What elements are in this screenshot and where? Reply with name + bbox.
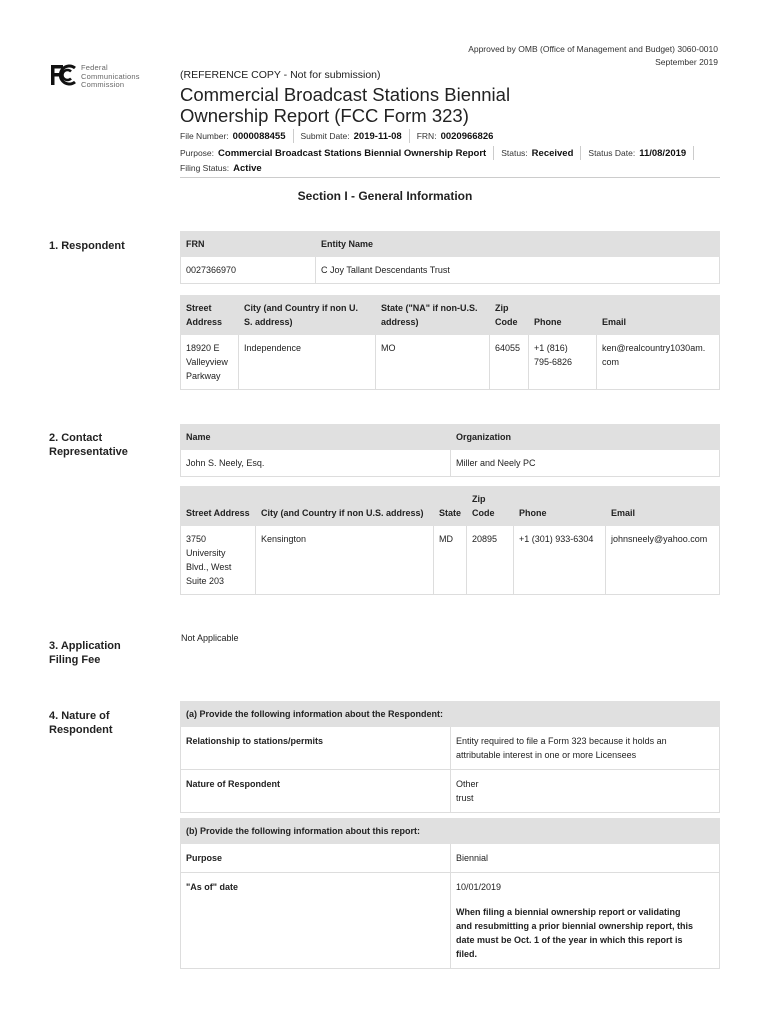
- respondent-table: [180, 231, 720, 284]
- label-line: 4. Nature of: [49, 710, 110, 722]
- agency-name: [81, 64, 140, 90]
- table-row: [181, 873, 720, 969]
- name-header: Name: [181, 425, 451, 450]
- respondent-frn: 0027366970: [181, 257, 316, 284]
- label-line: 3. Application: [49, 640, 121, 652]
- respondent-phone: [529, 335, 597, 390]
- value-line: trust: [456, 793, 474, 803]
- zip-header: [490, 296, 529, 335]
- email-line: ken@realcountry1030am.: [602, 343, 706, 353]
- header-line: S. address): [244, 317, 293, 327]
- title-line: Ownership Report (FCC Form 323): [180, 105, 469, 126]
- as-of-date-value: 10/01/2019: [456, 882, 502, 892]
- phone-line: 795-6826: [534, 357, 573, 367]
- contact-address-table: [180, 486, 720, 595]
- status-badge: Received: [531, 148, 574, 159]
- note-line: filed.: [456, 949, 478, 959]
- contact-zip: 20895: [467, 526, 514, 595]
- filing-fee-label: [49, 639, 121, 667]
- contact-label: [49, 431, 128, 459]
- as-of-date-label: "As of" date: [181, 873, 451, 969]
- respondent-email: [597, 335, 720, 390]
- street-line: 3750: [186, 534, 207, 544]
- contact-email: johnsneely@yahoo.com: [606, 526, 720, 595]
- header-line: address): [381, 317, 419, 327]
- contact-phone: +1 (301) 933-6304: [514, 526, 606, 595]
- file-number-label: File Number:: [180, 131, 229, 141]
- status-label: Status:: [501, 148, 528, 158]
- header-divider: [180, 177, 720, 178]
- street-line: University: [186, 548, 226, 558]
- agency-line: Communications: [81, 71, 140, 81]
- purpose: [180, 146, 494, 160]
- submit-date: [301, 129, 410, 143]
- header-line: Street: [186, 303, 212, 313]
- fcc-logo: [49, 63, 140, 90]
- respondent-label: 1. Respondent: [49, 240, 125, 252]
- status-date-value: 11/08/2019: [639, 148, 687, 159]
- value-line: Entity required to file a Form 323 because it holds an: [456, 736, 667, 746]
- filing-status-label: Filing Status:: [180, 163, 230, 173]
- page-title: [180, 84, 600, 126]
- purpose-label: Purpose: [181, 844, 451, 873]
- table-header-row: [181, 819, 720, 844]
- entity-name-header: Entity Name: [316, 232, 720, 257]
- frn-header: FRN: [181, 232, 316, 257]
- organization-header: Organization: [451, 425, 720, 450]
- reference-copy-notice: (REFERENCE COPY - Not for submission): [180, 69, 381, 81]
- header-line: Zip: [472, 494, 486, 504]
- street-address-header: Street Address: [181, 487, 256, 526]
- frn-label: FRN:: [416, 131, 437, 141]
- note-line: When filing a biennial ownership report or validating: [456, 907, 681, 917]
- contact-organization: Miller and Neely PC: [451, 450, 720, 477]
- label-line: Filing Fee: [49, 654, 101, 666]
- label-line: Representative: [49, 446, 128, 458]
- city-header: [239, 296, 376, 335]
- city-header: City (and Country if non U.S. address): [256, 487, 434, 526]
- header-line: Zip: [495, 303, 509, 313]
- as-of-date-cell: [451, 873, 720, 969]
- filing-meta-row: [180, 161, 276, 175]
- label-line: Respondent: [49, 724, 113, 736]
- respondent-city: Independence: [239, 335, 376, 390]
- table-row: [181, 770, 720, 813]
- submit-date-value: 2019-11-08: [353, 131, 402, 142]
- respondent-zip: 64055: [490, 335, 529, 390]
- table-row: [181, 257, 720, 284]
- omb-approval-line: Approved by OMB (Office of Management and Budget) 3060-0010: [468, 44, 718, 54]
- table-row: [181, 526, 720, 595]
- contact-city: Kensington: [256, 526, 434, 595]
- frn: [417, 129, 501, 143]
- submit-date-label: Submit Date:: [300, 131, 350, 141]
- nature-of-respondent-label: Nature of Respondent: [181, 770, 451, 813]
- label-line: 2. Contact: [49, 432, 103, 444]
- title-line: Commercial Broadcast Stations Biennial: [180, 84, 511, 105]
- table-header-row: [181, 232, 720, 257]
- filing-status-value: Active: [233, 163, 262, 174]
- street-line: Blvd., West: [186, 562, 232, 572]
- phone-header: Phone: [514, 487, 606, 526]
- street-header: [181, 296, 239, 335]
- header-line: State ("NA" if non-U.S.: [381, 303, 478, 313]
- status: [501, 146, 581, 160]
- section-title: Section I - General Information: [297, 189, 473, 203]
- header-line: Code: [472, 508, 495, 518]
- nature-of-respondent-value: [451, 770, 720, 813]
- email-header: Email: [597, 296, 720, 335]
- street-line: Suite 203: [186, 576, 225, 586]
- email-header: Email: [606, 487, 720, 526]
- file-number-value: 0000088455: [232, 131, 286, 142]
- filing-fee-value: Not Applicable: [181, 633, 239, 643]
- note-line: and resubmitting a prior biennial ownership report, this: [456, 921, 694, 931]
- nature-label: [49, 709, 113, 737]
- relationship-value: [451, 727, 720, 770]
- purpose-label: Purpose:: [180, 148, 215, 158]
- omb-approval: [468, 43, 718, 69]
- filing-meta-row: [180, 146, 701, 160]
- note-line: date must be Oct. 1 of the year in which this report is: [456, 935, 683, 945]
- respondent-state: MO: [376, 335, 490, 390]
- table-row: [181, 844, 720, 873]
- street-line: Valleyview: [186, 357, 228, 367]
- value-line: attributable interest in one or more Licensees: [456, 750, 637, 760]
- header-line: City (and Country if non U.: [244, 303, 358, 313]
- phone-header: Phone: [529, 296, 597, 335]
- zip-header: [467, 487, 514, 526]
- contact-table: [180, 424, 720, 477]
- purpose-value: Commercial Broadcast Stations Biennial Ownership Report: [218, 148, 487, 159]
- frn-value: 0020966826: [440, 131, 494, 142]
- street-line: Parkway: [186, 371, 221, 381]
- street-line: 18920 E: [186, 343, 220, 353]
- nature-a-header: (a) Provide the following information about the Respondent:: [181, 702, 720, 727]
- respondent-street: [181, 335, 239, 390]
- status-date: [588, 146, 694, 160]
- report-info-table: [180, 818, 720, 969]
- file-number: [180, 129, 294, 143]
- value-line: Other: [456, 779, 479, 789]
- contact-street: [181, 526, 256, 595]
- email-line: com: [602, 357, 620, 367]
- filing-status: [180, 161, 269, 175]
- contact-name: John S. Neely, Esq.: [181, 450, 451, 477]
- status-date-label: Status Date:: [588, 148, 636, 158]
- nature-respondent-table: [180, 701, 720, 813]
- table-header-row: [181, 702, 720, 727]
- header-line: Code: [495, 317, 518, 327]
- table-header-row: [181, 425, 720, 450]
- filing-meta-row: [180, 129, 507, 143]
- nature-b-header: (b) Provide the following information about this report:: [181, 819, 720, 844]
- relationship-label: Relationship to stations/permits: [181, 727, 451, 770]
- as-of-date-note: [456, 905, 714, 961]
- table-header-row: [181, 487, 720, 526]
- state-header: [376, 296, 490, 335]
- state-header: State: [434, 487, 467, 526]
- contact-state: MD: [434, 526, 467, 595]
- purpose-value: Biennial: [451, 844, 720, 873]
- table-row: [181, 727, 720, 770]
- agency-line: Commission: [81, 80, 125, 89]
- agency-line: Federal: [81, 63, 108, 72]
- table-row: [181, 450, 720, 477]
- header-line: Address: [186, 317, 223, 327]
- table-header-row: [181, 296, 720, 335]
- table-row: [181, 335, 720, 390]
- fcc-logo-icon: [49, 63, 77, 87]
- respondent-entity-name: C Joy Tallant Descendants Trust: [316, 257, 720, 284]
- omb-approval-date: September 2019: [655, 57, 718, 67]
- respondent-address-table: [180, 295, 720, 390]
- phone-line: +1 (816): [534, 343, 568, 353]
